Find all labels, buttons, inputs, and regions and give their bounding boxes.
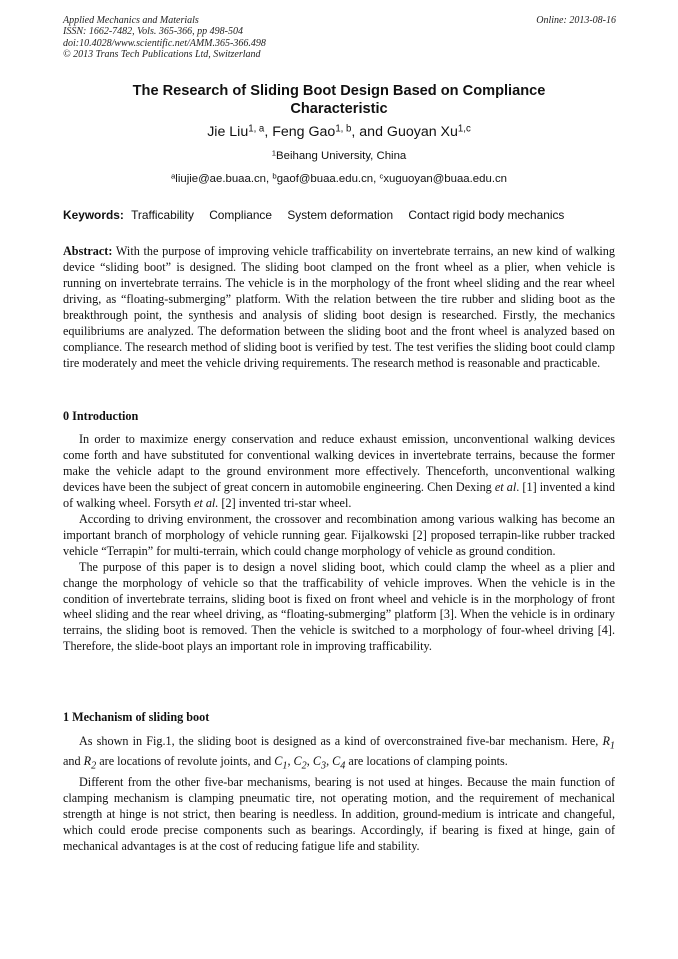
author-name: Guoyan Xu [386, 124, 458, 140]
online-date: Online: 2013-08-16 [536, 15, 616, 26]
title-line-1: The Research of Sliding Boot Design Based on Compliance [132, 83, 546, 99]
keyword-item: Compliance [209, 208, 272, 222]
italic-text: et al [494, 479, 517, 494]
journal-name: Applied Mechanics and Materials [63, 15, 199, 26]
keyword-item: Contact rigid body mechanics [408, 208, 565, 222]
author-superscript: 1,c [457, 123, 471, 135]
symbol: $R_2$ [83, 754, 97, 772]
abstract-text: With the purpose of improving vehicle trafficability on invertebrate terrains, an new kind of walking device “sliding boot” is designed. The sliding boot clamped on the front wheel as a plier, when vehicle is running on invertebrate terrains. The vehicle is in the morphology of the front wheel sliding and the rear wheel driving, as “floating-submerging” platform. With the relation between the tire rubber and sliding boot as the breakthrough point, the synthesis and analysis of sliding boot design is researched. Firstly, the mechanics equilibriums are analyzed. The deformation between the sliding boot and the front wheel is analyzed based on compliance. The research method of sliding boot is verified by test. The test verifies the sliding boot could clamp tire moderately and meet the vehicle driving requirements. The research method is reasonable and practicable. [63, 244, 615, 370]
paragraph-text: , [326, 754, 333, 769]
italic-text: et al. [194, 495, 219, 510]
email-separator: , [373, 173, 380, 185]
title-line-2: Characteristic [290, 101, 388, 117]
paragraph-text: and [63, 754, 84, 769]
section-heading-introduction: 0 Introduction [63, 409, 139, 423]
author-superscript: 1, b [335, 123, 352, 135]
keywords [63, 208, 623, 222]
paper-title [63, 82, 615, 118]
author-separator: , and [351, 124, 387, 140]
abstract [63, 244, 615, 372]
author-separator: , [264, 124, 273, 140]
paragraph-text: are locations of revolute joints, and [96, 754, 275, 769]
symbol: $C_1$ [274, 754, 288, 772]
paragraph [63, 734, 615, 775]
symbol: $C_3$ [312, 754, 327, 772]
paragraph-text: . [1] invented a kind of walking wheel. Forsyth [63, 479, 615, 510]
author-name: Feng Gao [272, 124, 336, 140]
abstract-label: Abstract: [63, 244, 113, 258]
doi-line: doi:10.4028/www.scientific.net/AMM.365-366.498 [63, 37, 266, 49]
paragraph-text: In order to maximize energy conservation and reduce exhaust emission, unconventional walking devices come forth and have substituted for conventional walking devices in invertebrate terrains, because the former make the vehicle adapt to the ground environment more effectively. Thenceforth, unconventional walking devices have been the subject of great concern in automobile engineering. Chen Dexing [63, 432, 615, 494]
symbol: $R_1$ [602, 734, 615, 752]
email-link[interactable]: xuguoyan@buaa.edu.cn [383, 173, 508, 185]
issn-line: ISSN: 1662-7482, Vols. 365-366, pp 498-504 [63, 26, 243, 38]
paragraph-text: , [287, 754, 294, 769]
email-separator: , [266, 173, 273, 185]
email-superscript: a [170, 171, 176, 181]
paragraph-text: are locations of clamping points. [345, 754, 508, 769]
paragraph-text: , [306, 754, 313, 769]
copyright-line: © 2013 Trans Tech Publications Ltd, Switzerland [63, 48, 261, 60]
paragraph: According to driving environment, the crossover and recombination among various walking has become an important branch of morphology of vehicle running gear. Fijalkowski [2] proposed terrapin-like rubber tracked vehicle “Terrapin” for multi-terrain, which could change morphology of vehicle as ground condition. [63, 511, 615, 558]
email-link[interactable]: gaof@buaa.edu.cn [276, 173, 374, 185]
paragraph: The purpose of this paper is to design a novel sliding boot, which could clamp the wheel as a plier and change the morphology of vehicle so that the trafficability of vehicle improves. When the vehicle is in the condition of invertebrate terrains, sliding boot is fixed on front wheel and vehicle is in the morphology of front wheel sliding and the rear wheel driving, as “floating-submerging” platform [3]. When the vehicle is in ordinary terrains, the sliding boot is removed. Then the vehicle is switched to a morphology of four-wheel driving [4]. Therefore, the slide-boot plays an important role in improving trafficability. [63, 559, 615, 654]
mechanism-body [63, 734, 615, 855]
email-superscript: b [272, 171, 277, 181]
affiliation [63, 150, 615, 162]
author-name: Jie Liu [207, 124, 249, 140]
affiliation-superscript: 1 [271, 148, 277, 158]
paragraph-text: [2] invented tri-star wheel. [218, 495, 352, 510]
section-heading-mechanism: 1 Mechanism of sliding boot [63, 710, 210, 724]
paragraph: Different from the other five-bar mechanisms, bearing is not used at hinges. Because the main function of clamping mechanism is clamping pneumatic tire, not operating motion, and the requirement of mechanical strength at hinge is not strict, then bearing is needless. In addition, ground-medium is intricate and changeful, which could erode precise components such as bearings. Accordingly, if bearing is fixed at hinge, gain of mechanical advantages is at the cost of reducing fatigue life and stability. [63, 774, 615, 853]
email-list [63, 173, 615, 185]
keyword-item: System deformation [287, 208, 394, 222]
email-superscript: c [379, 171, 384, 181]
author-superscript: 1, a [248, 123, 265, 135]
symbol: $C_2$ [293, 754, 307, 772]
symbol: $C_4$ [332, 754, 346, 772]
journal-header [63, 15, 266, 60]
paragraph-text: As shown in Fig.1, the sliding boot is designed as a kind of overconstrained five-bar mechanism. Here, [79, 734, 603, 748]
author-list [63, 124, 615, 140]
keyword-item: Trafficability [131, 208, 194, 222]
keywords-label: Keywords: [63, 208, 124, 222]
introduction-body [63, 432, 615, 655]
email-link[interactable]: liujie@ae.buaa.cn [175, 173, 267, 185]
paragraph [63, 432, 615, 512]
affiliation-text: Beihang University, China [276, 150, 407, 162]
